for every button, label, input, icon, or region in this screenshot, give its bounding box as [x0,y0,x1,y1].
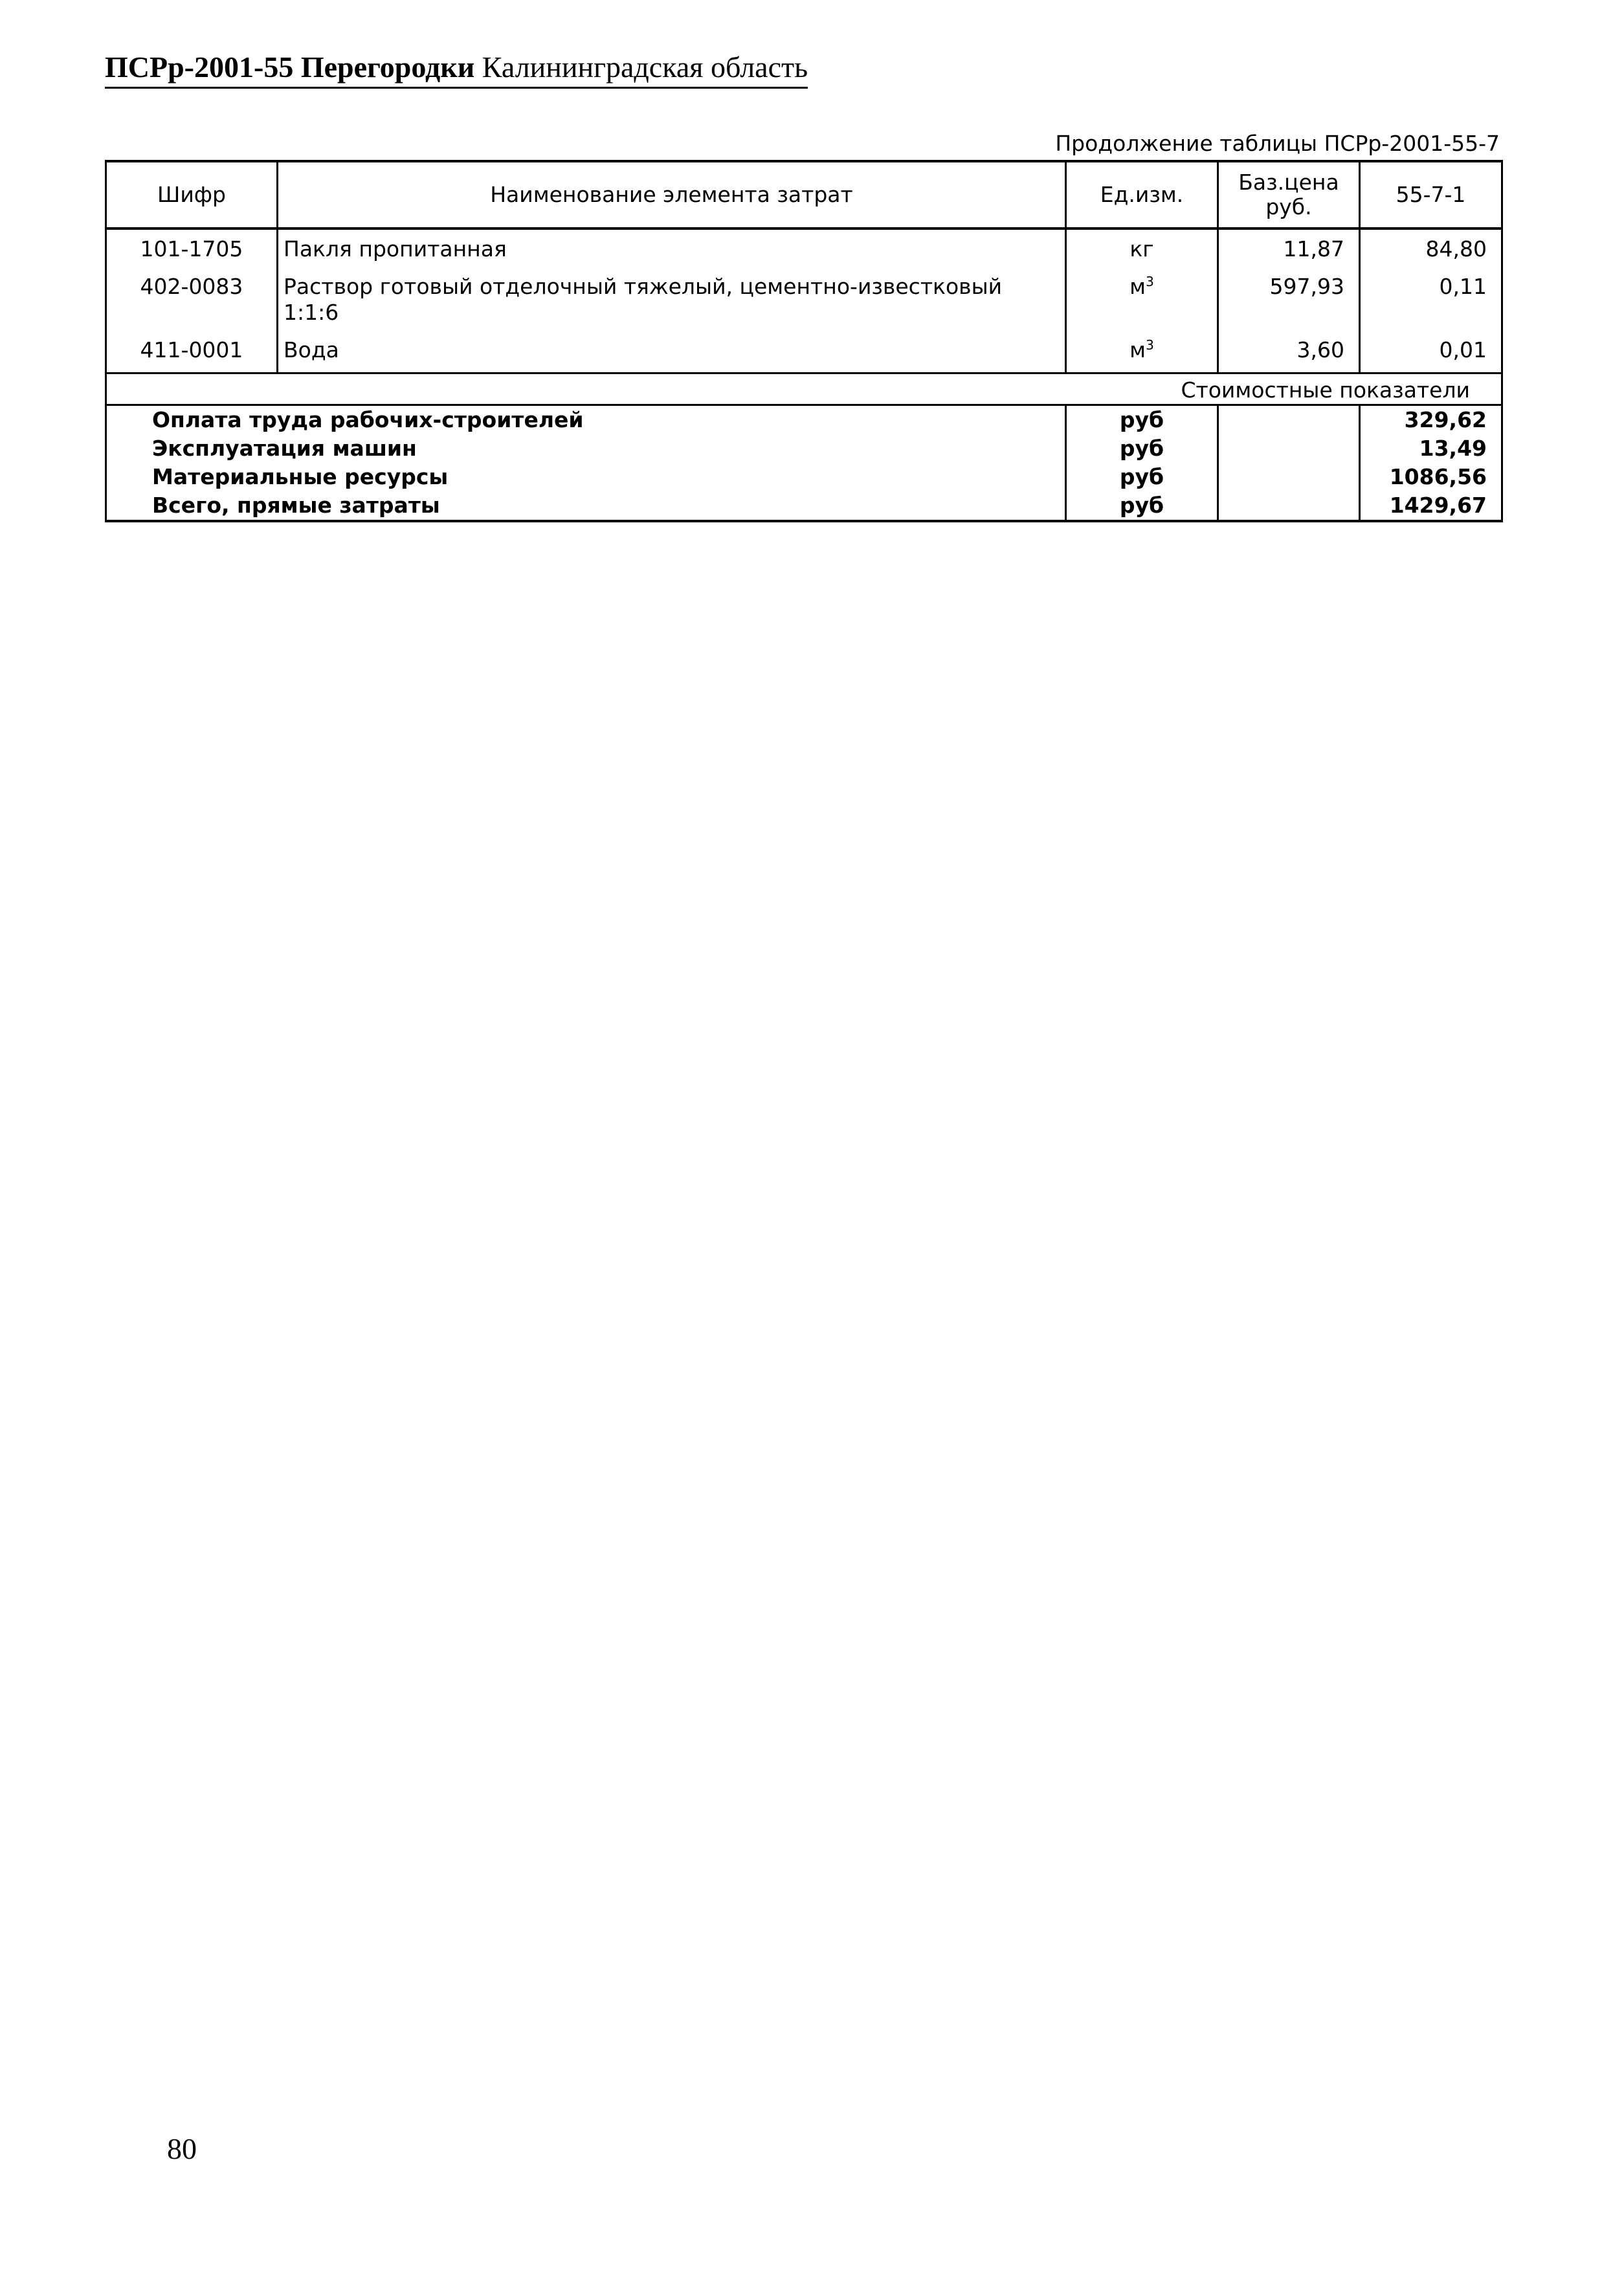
cell-code: 402-0083 [106,267,278,331]
total-price-empty [1218,405,1360,435]
cell-name: Раствор готовый отделочный тяжелый, цементно-известковый 1:1:6 [278,267,1066,331]
document-header [105,49,808,89]
table-row [106,228,1502,267]
total-unit: руб [1066,434,1218,463]
total-name: Материальные ресурсы [106,463,1066,491]
section-title: Стоимостные показатели [106,373,1502,405]
cell-unit: кг [1066,228,1218,267]
totals-row [106,463,1502,491]
cell-price: 597,93 [1218,267,1360,331]
totals-row [106,434,1502,463]
region-name: Калининградская область [482,50,808,84]
cell-price: 11,87 [1218,228,1360,267]
table-header-row [106,161,1502,228]
collection-title: ПСРр-2001-55 Перегородки [105,50,475,84]
column-header-code: Шифр [106,161,278,228]
total-value: 329,62 [1360,405,1502,435]
total-value: 1429,67 [1360,491,1502,521]
table-row [106,331,1502,373]
total-value: 13,49 [1360,434,1502,463]
total-price-empty [1218,434,1360,463]
total-unit: руб [1066,405,1218,435]
totals-row [106,405,1502,435]
table-row [106,267,1502,331]
cell-unit: $м^3$ [1066,331,1218,373]
cell-value: 84,80 [1360,228,1502,267]
cell-value: 0,01 [1360,331,1502,373]
cell-value: 0,11 [1360,267,1502,331]
column-header-value: 55-7-1 [1360,161,1502,228]
column-header-price: Баз.цена руб. [1218,161,1360,228]
totals-row [106,491,1502,521]
cell-code: 411-0001 [106,331,278,373]
cell-code: 101-1705 [106,228,278,267]
total-unit: руб [1066,463,1218,491]
table-continuation-caption: Продолжение таблицы ПСРр-2001-55-7 [1055,131,1500,156]
total-price-empty [1218,491,1360,521]
total-unit: руб [1066,491,1218,521]
section-title-row [106,373,1502,405]
total-value: 1086,56 [1360,463,1502,491]
column-header-name: Наименование элемента затрат [278,161,1066,228]
cell-name: Вода [278,331,1066,373]
cell-name: Пакля пропитанная [278,228,1066,267]
cell-price: 3,60 [1218,331,1360,373]
total-price-empty [1218,463,1360,491]
total-name: Эксплуатация машин [106,434,1066,463]
total-name: Всего, прямые затраты [106,491,1066,521]
column-header-unit: Ед.изм. [1066,161,1218,228]
total-name: Оплата труда рабочих-строителей [106,405,1066,435]
cost-elements-table [105,160,1503,522]
page-number: 80 [167,2132,197,2165]
cell-unit: $м^3$ [1066,267,1218,331]
